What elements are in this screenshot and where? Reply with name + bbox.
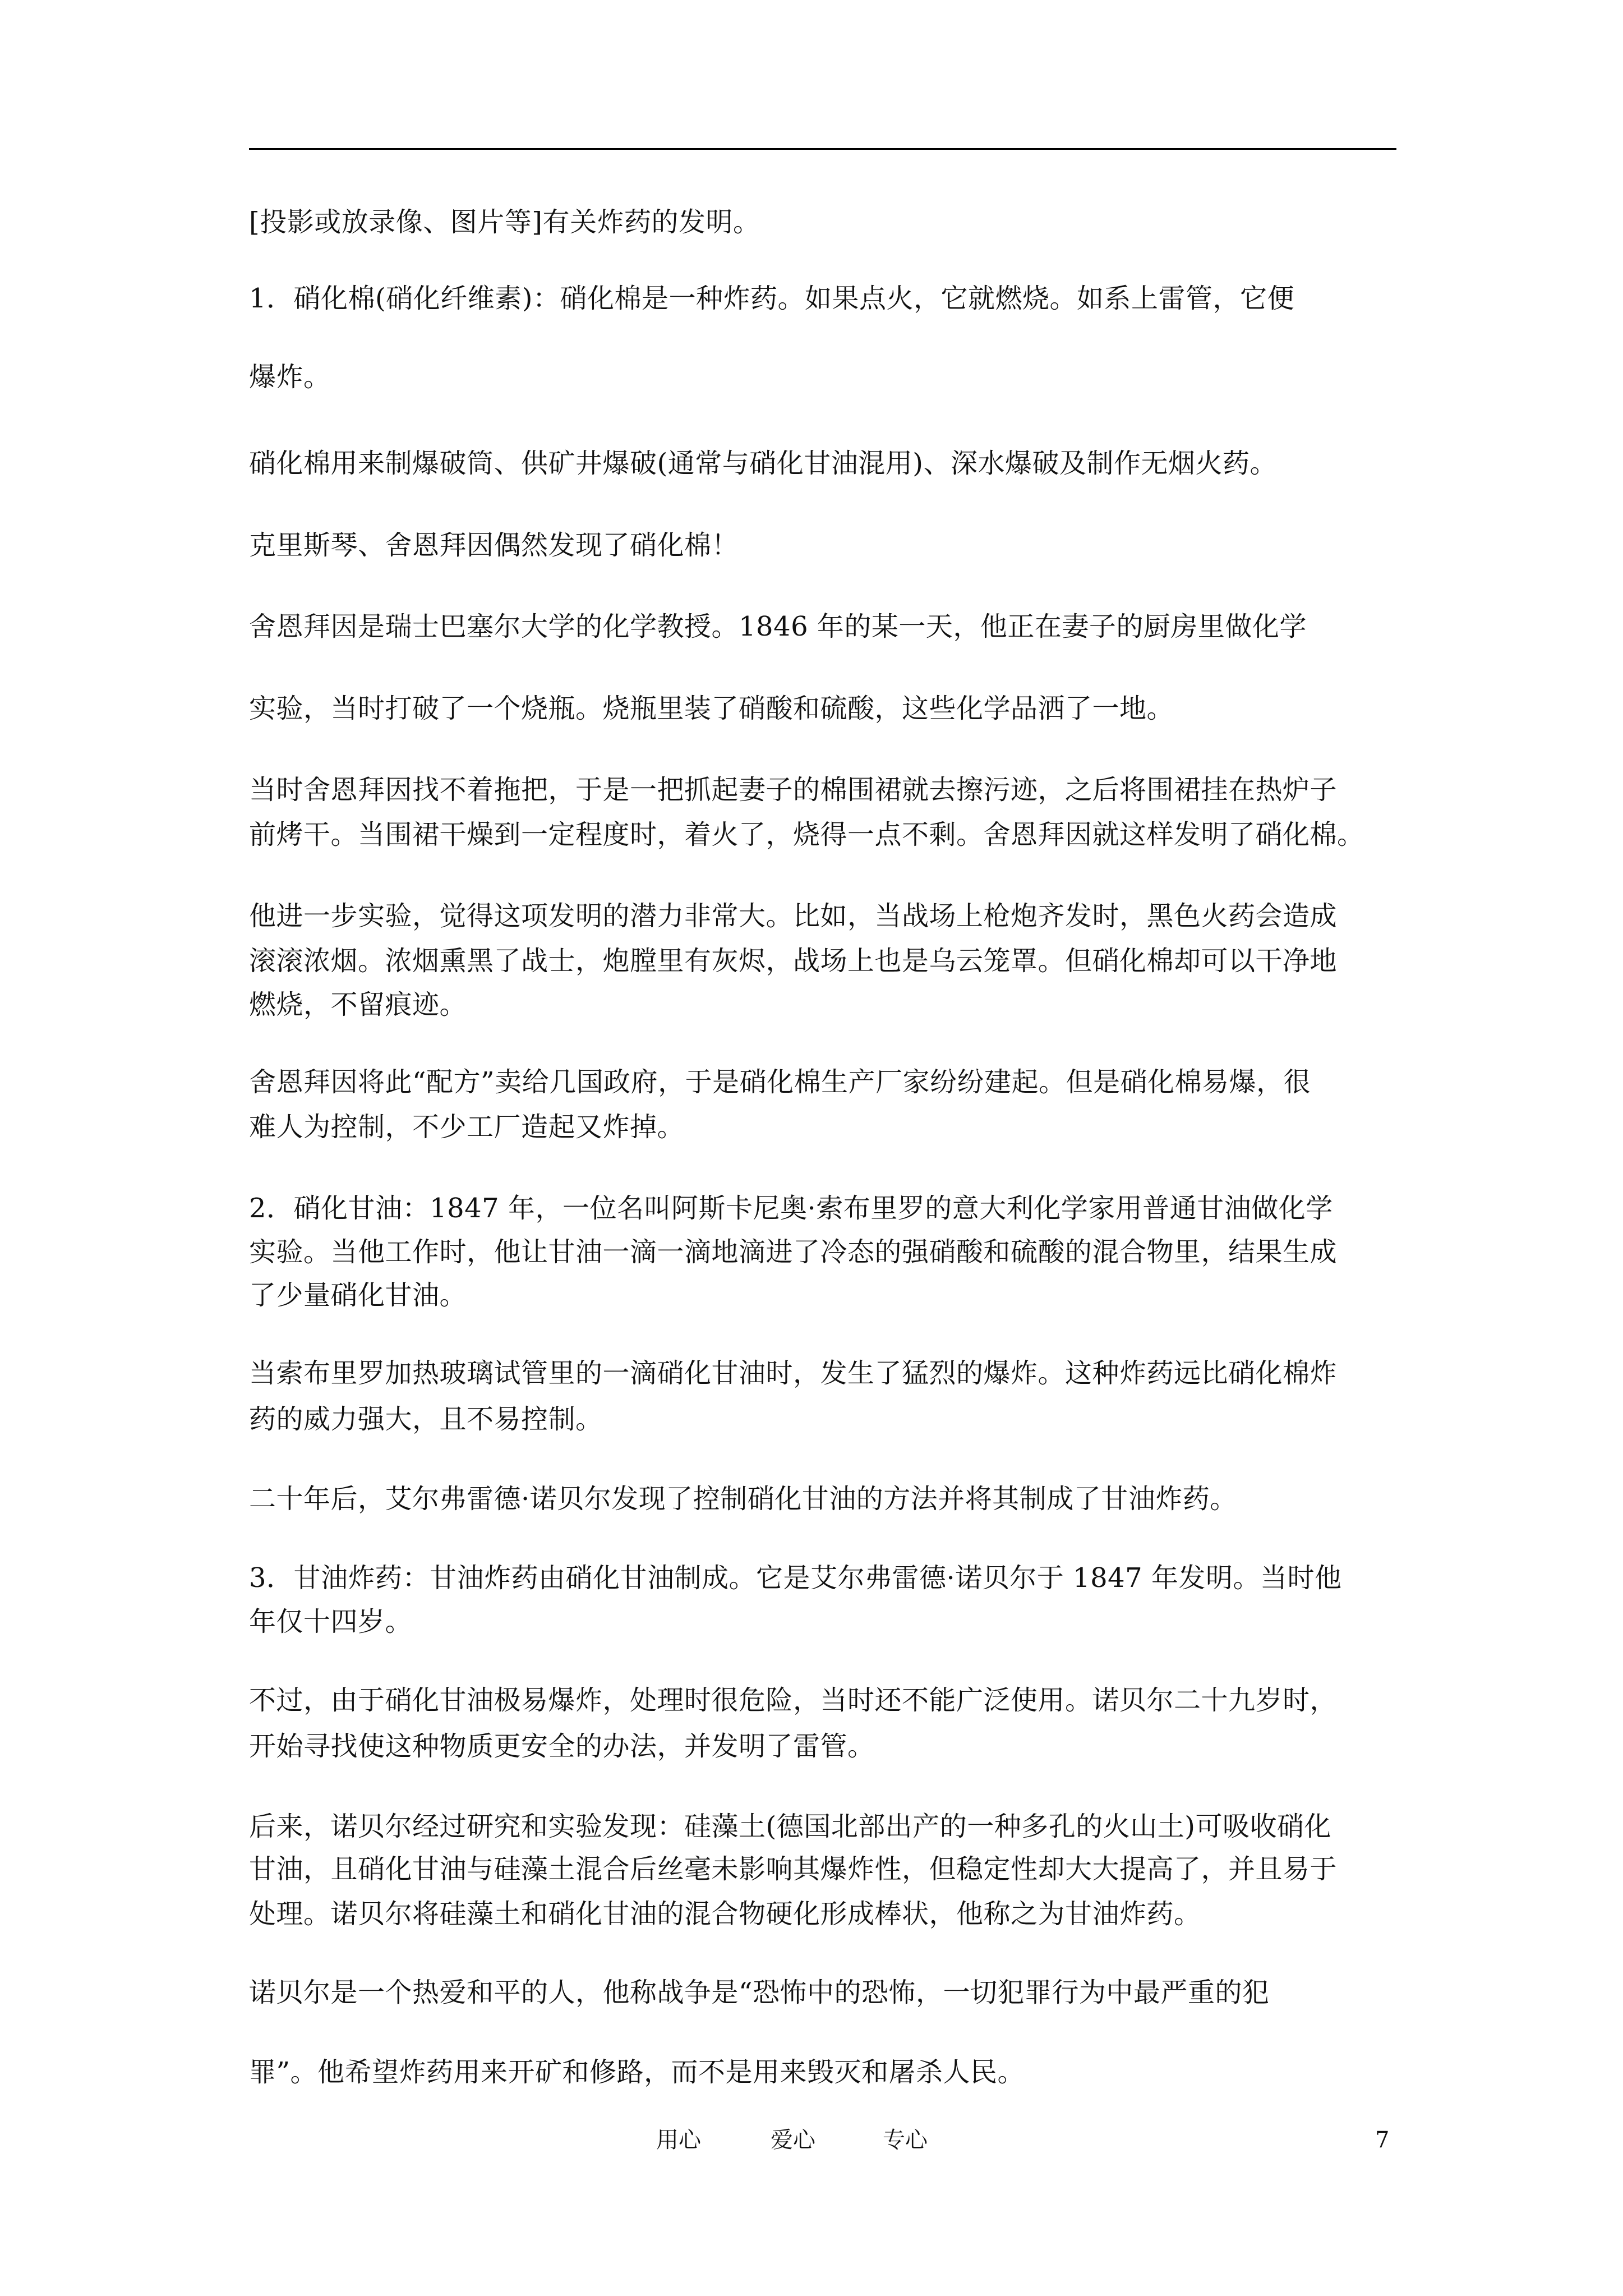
paragraph-line: 处理。诺贝尔将硅藻土和硝化甘油的混合物硬化形成棒状，他称之为甘油炸药。 xyxy=(249,1898,1201,1930)
paragraph-line: 不过，由于硝化甘油极易爆炸，处理时很危险，当时还不能广泛使用。诺贝尔二十九岁时， xyxy=(249,1685,1338,1716)
page-number: 7 xyxy=(1375,2127,1390,2153)
paragraph-line: 克里斯琴、舍恩拜因偶然发现了硝化棉！ xyxy=(249,530,739,561)
paragraph-line: 舍恩拜因将此“配方”卖给几国政府，于是硝化棉生产厂家纷纷建起。但是硝化棉易爆，很 xyxy=(249,1066,1311,1098)
footer-motto-3: 专心 xyxy=(883,2127,928,2153)
paragraph-line: 爆炸。 xyxy=(249,361,331,393)
paragraph-line: 年仅十四岁。 xyxy=(249,1606,413,1637)
paragraph-line: 了少量硝化甘油。 xyxy=(249,1280,467,1311)
paragraph-line: 实验，当时打破了一个烧瓶。烧瓶里装了硝酸和硫酸，这些化学品洒了一地。 xyxy=(249,693,1174,724)
paragraph-line: 二十年后，艾尔弗雷德·诺贝尔发现了控制硝化甘油的方法并将其制成了甘油炸药。 xyxy=(249,1483,1237,1515)
header-rule xyxy=(249,148,1396,150)
paragraph-line: 3．甘油炸药：甘油炸药由硝化甘油制成。它是艾尔弗雷德·诺贝尔于 1847 年发明。当时他 xyxy=(249,1562,1342,1594)
paragraph-line: 实验。当他工作时，他让甘油一滴一滴地滴进了冷态的强硝酸和硫酸的混合物里，结果生成 xyxy=(249,1236,1338,1268)
paragraph-line: 前烤干。当围裙干燥到一定程度时，着火了，烧得一点不剩。舍恩拜因就这样发明了硝化棉。 xyxy=(249,819,1364,850)
paragraph-line: 舍恩拜因是瑞士巴塞尔大学的化学教授。1846 年的某一天，他正在妻子的厨房里做化学 xyxy=(249,611,1307,642)
paragraph-line: 1．硝化棉(硝化纤维素)：硝化棉是一种炸药。如果点火，它就燃烧。如系上雷管，它便 xyxy=(249,283,1294,314)
intro-line: [投影或放录像、图片等]有关炸药的发明。 xyxy=(249,206,760,238)
paragraph-line: 硝化棉用来制爆破筒、供矿井爆破(通常与硝化甘油混用)、深水爆破及制作无烟火药。 xyxy=(249,448,1277,479)
paragraph-line: 当索布里罗加热玻璃试管里的一滴硝化甘油时，发生了猛烈的爆炸。这种炸药远比硝化棉炸 xyxy=(249,1358,1338,1389)
paragraph-line: 2．硝化甘油：1847 年，一位名叫阿斯卡尼奥·索布里罗的意大利化学家用普通甘油做化学 xyxy=(249,1193,1333,1224)
paragraph-line: 难人为控制，不少工厂造起又炸掉。 xyxy=(249,1111,685,1143)
paragraph-line: 甘油，且硝化甘油与硅藻土混合后丝毫未影响其爆炸性，但稳定性却大大提高了，并且易于 xyxy=(249,1853,1338,1885)
paragraph-line: 燃烧，不留痕迹。 xyxy=(249,989,467,1020)
paragraph-line: 当时舍恩拜因找不着拖把，于是一把抓起妻子的棉围裙就去擦污迹，之后将围裙挂在热炉子 xyxy=(249,774,1338,806)
footer-motto-2: 爱心 xyxy=(771,2127,815,2153)
paragraph-line: 后来，诺贝尔经过研究和实验发现：硅藻土(德国北部出产的一种多孔的火山土)可吸收硝化 xyxy=(249,1811,1331,1842)
paragraph-line: 他进一步实验，觉得这项发明的潜力非常大。比如，当战场上枪炮齐发时，黑色火药会造成 xyxy=(249,900,1338,932)
paragraph-line: 药的威力强大，且不易控制。 xyxy=(249,1404,603,1435)
footer-motto-1: 用心 xyxy=(656,2127,701,2153)
paragraph-line: 诺贝尔是一个热爱和平的人，他称战争是“恐怖中的恐怖，一切犯罪行为中最严重的犯 xyxy=(249,1977,1270,2008)
paragraph-line: 滚滚浓烟。浓烟熏黑了战士，炮膛里有灰烬，战场上也是乌云笼罩。但硝化棉却可以干净地 xyxy=(249,945,1338,977)
paragraph-line: 开始寻找使这种物质更安全的办法，并发明了雷管。 xyxy=(249,1731,875,1762)
paragraph-line: 罪”。他希望炸药用来开矿和修路，而不是用来毁灭和屠杀人民。 xyxy=(249,2056,1025,2088)
